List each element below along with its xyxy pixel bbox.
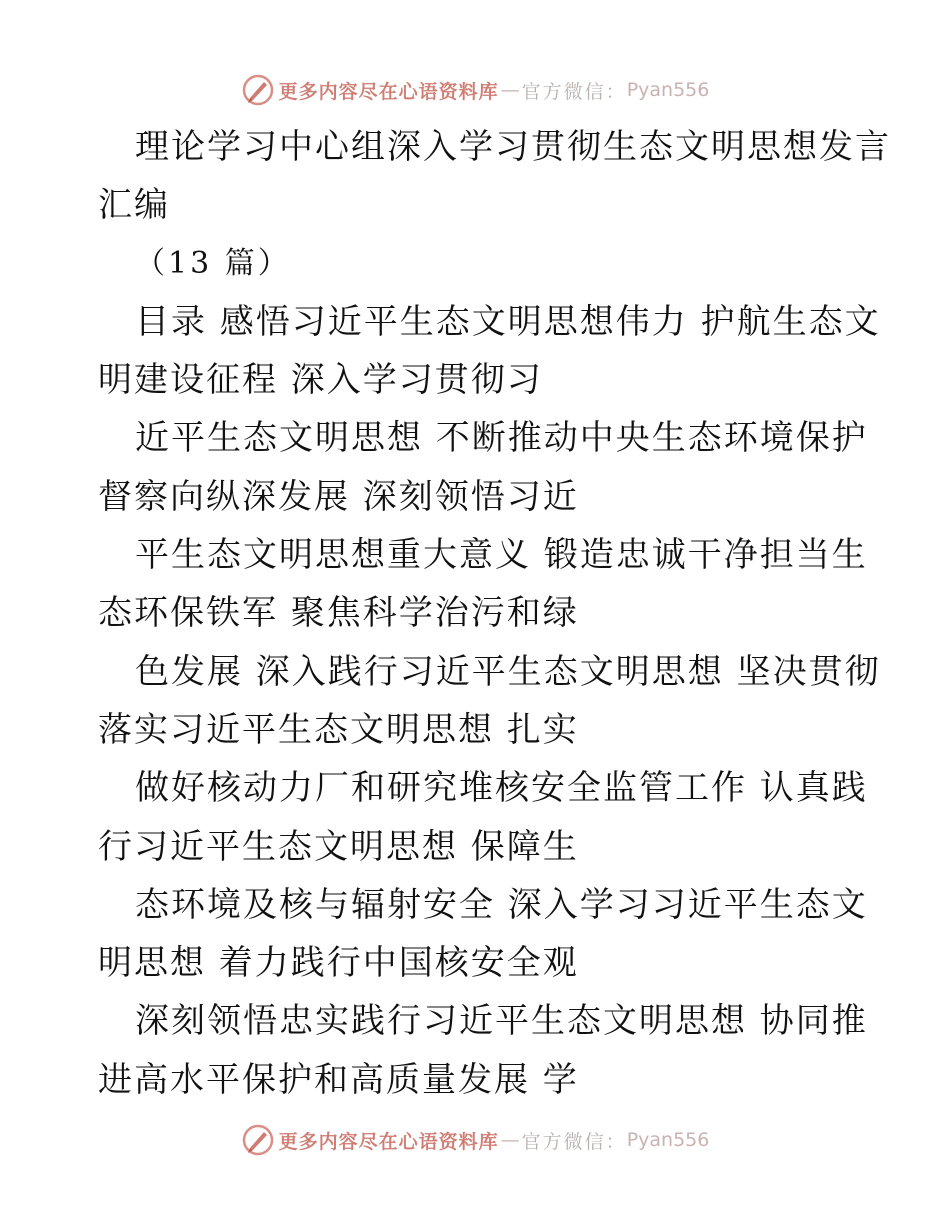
toc-line: 深刻领悟忠实践行习近平生态文明思想 协同推 [135, 1001, 868, 1042]
toc-line: 进高水平保护和高质量发展 学 [98, 1059, 579, 1100]
watermark-brand: 更多内容尽在心语资料库 [278, 1130, 499, 1153]
watermark-wechat-label: 官方微信： [521, 1130, 627, 1153]
toc-line: 色发展 深入践行习近平生态文明思想 坚决贯彻 [135, 651, 881, 692]
toc-line: 近平生态文明思想 不断推动中央生态环境保护 [135, 418, 868, 459]
toc-line: 明思想 着力践行中国核安全观 [98, 943, 579, 984]
watermark-dash: — [500, 1129, 520, 1151]
watermark-dash: — [500, 79, 520, 101]
pen-logo-icon [241, 73, 275, 107]
article-count: （13 篇） [135, 245, 291, 281]
toc-line: 督察向纵深发展 深刻领悟习近 [98, 476, 579, 517]
watermark-wechat-id: Pyan556 [626, 1129, 710, 1151]
toc-line: 目录 感悟习近平生态文明思想伟力 护航生态文 [135, 301, 881, 342]
pen-logo-icon [241, 1123, 275, 1157]
toc-line: 行习近平生态文明思想 保障生 [98, 826, 579, 867]
title-line: 理论学习中心组深入学习贯彻生态文明思想发言 [135, 127, 891, 167]
toc-line: 明建设征程 深入学习贯彻习 [98, 360, 543, 401]
watermark-wechat-id: Pyan556 [626, 79, 710, 101]
toc-line: 态环保铁军 聚焦科学治污和绿 [98, 593, 579, 634]
toc-line: 落实习近平生态文明思想 扎实 [98, 709, 579, 750]
watermark-brand: 更多内容尽在心语资料库 [278, 80, 499, 103]
footer-watermark [0, 1120, 950, 1160]
toc-line: 态环境及核与辐射安全 深入学习习近平生态文 [135, 884, 868, 925]
header-watermark [0, 70, 950, 110]
watermark-wechat-label: 官方微信： [521, 80, 627, 103]
document-body [98, 118, 891, 1109]
toc-line: 做好核动力厂和研究堆核安全监管工作 认真践 [135, 768, 868, 809]
toc-line: 平生态文明思想重大意义 锻造忠诚干净担当生 [135, 535, 868, 576]
title-line: 汇编 [98, 185, 170, 226]
